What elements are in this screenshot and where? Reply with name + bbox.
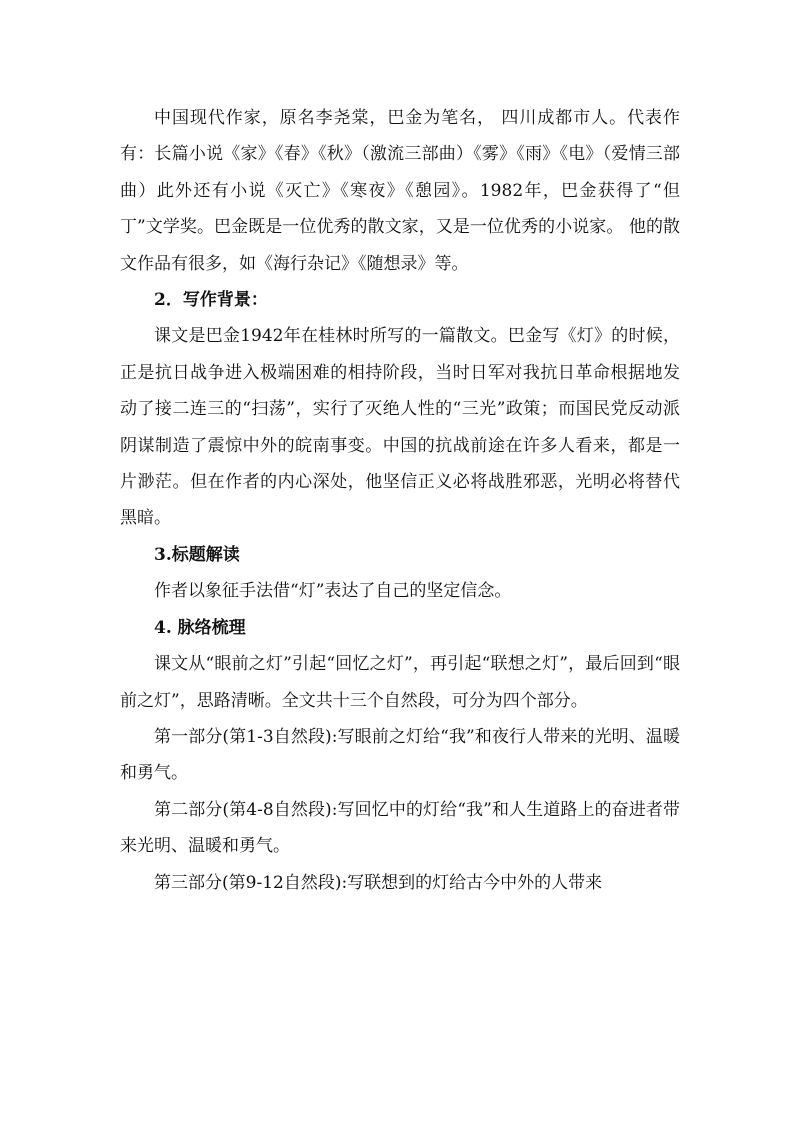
- section-heading-structure: 4. 脉络梳理: [154, 617, 246, 638]
- section-heading-title-interpretation: 3.标题解读: [154, 544, 240, 565]
- author-intro-paragraph: 中国现代作家，原名李尧棠，巴金为笔名， 四川成都市人。代表作有：长篇小说《家》《春》《秋》（激流三部曲）《雾》《雨》《电》（爱情三部曲）此外还有小说《灭亡》《寒夜》《憩园》。1982年，巴金获得了“但丁”文学奖。巴金既是一位优秀的散文家，又是一位优秀的小说家。 他的散文作品有很多，如《海行杂记》《随想录》等。: [120, 108, 680, 274]
- writing-background-paragraph: 课文是巴金1942年在桂林时所写的一篇散文。巴金写《灯》的时候，正是抗日战争进入极端困难的相持阶段，当时日军对我抗日革命根据地发动了接二连三的“扫荡”，实行了灭绝人性的“三光”政策；而国民党反动派阴谋制造了震惊中外的皖南事变。中国的抗战前途在许多人看来，都是一片渺茫。但在作者的内心深处，他坚信正义必将战胜邪恶，光明必将替代黑暗。: [120, 326, 680, 529]
- document-body: [120, 100, 680, 901]
- title-interpretation-paragraph: 作者以象征手法借“灯”表达了自己的坚定信念。: [154, 581, 512, 602]
- part-three-paragraph: 第三部分(第9-12自然段):写联想到的灯给古今中外的人带来: [154, 872, 603, 893]
- part-two-paragraph: 第二部分(第4-8自然段):写回忆中的灯给“我”和人生道路上的奋进者带来光明、温暖和勇气。: [120, 799, 680, 857]
- structure-overview-paragraph: 课文从“眼前之灯”引起“回忆之灯”，再引起“联想之灯”，最后回到“眼前之灯”，思路清晰。全文共十三个自然段，可分为四个部分。: [120, 654, 680, 711]
- section-heading-writing-background: 2．写作背景：: [154, 290, 268, 311]
- part-one-paragraph: 第一部分(第1-3自然段):写眼前之灯给“我”和夜行人带来的光明、温暖和勇气。: [120, 726, 680, 784]
